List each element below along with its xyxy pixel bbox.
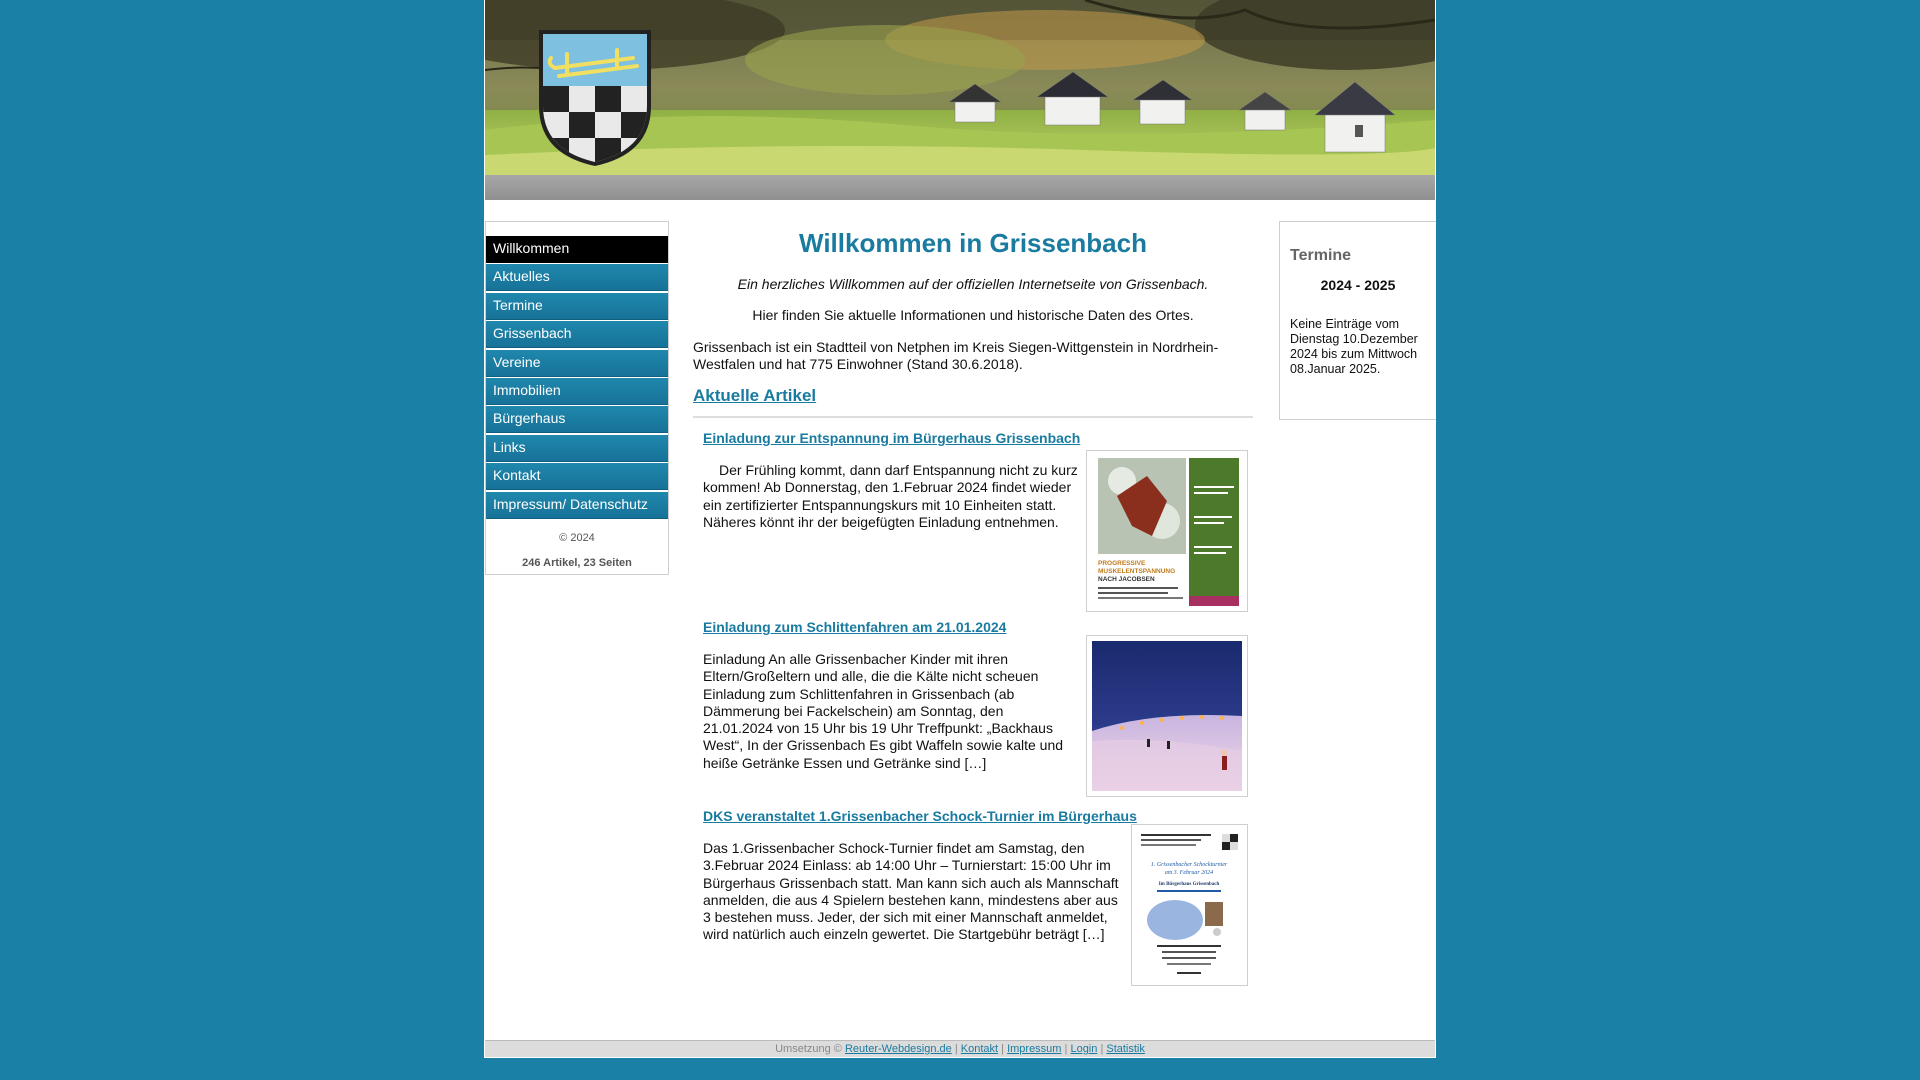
nav-item-vereine[interactable]: Vereine (486, 350, 668, 377)
events-empty-text: Keine Einträge vom Dienstag 10.Dezember 2024 bis zum Mittwoch 08.Januar 2025. (1290, 317, 1418, 376)
header-bottom-band (485, 175, 1435, 200)
flyer-headline-1: PROGRESSIVE (1098, 560, 1146, 567)
nav-item-grissenbach[interactable]: Grissenbach (486, 321, 668, 348)
flyer-relaxation-image (1092, 456, 1242, 606)
footer-link-login[interactable]: Login (1070, 1043, 1098, 1055)
article-title-link[interactable]: Einladung zum Schlittenfahren am 21.01.2024 (703, 619, 1007, 635)
nav-item-aktuelles[interactable]: Aktuelles (486, 264, 668, 291)
footer (485, 1040, 1435, 1057)
article-thumbnail[interactable] (1086, 450, 1248, 612)
welcome-text: Ein herzliches Willkommen auf der offiziellen Internetseite von Grissenbach. (737, 276, 1209, 292)
nav-item-buergerhaus[interactable]: Bürgerhaus (486, 406, 668, 433)
page-container (484, 0, 1436, 1058)
description-text: Grissenbach ist ein Stadtteil von Netphen im Kreis Siegen-Wittgenstein in Nordrhein-Westfalen und hat 775 Einwohner (Stand 30.6.2018). (693, 339, 1219, 372)
article-excerpt: Das 1.Grissenbacher Schock-Turnier findet am Samstag, den 3.Februar 2024 Einlass: ab 14:00 Uhr – Turnierstart: 15:00 Uhr im Bürgerhaus Grissenbach statt. Man kann sich auch als Mannschaft anmelden, die aus 4 Spielern bestehen kann, mindestens aber aus 3 bestehen muss. Jeder, der sich mit einer Mannschaft anmeldet, wird natürlich auch einzeln gewertet. Die Startgebühr beträgt […] (703, 840, 1119, 943)
main-navigation (485, 221, 669, 575)
header-banner (485, 0, 1435, 200)
footer-separator: | (954, 1043, 958, 1055)
article-thumbnail[interactable] (1131, 824, 1248, 986)
events-years: 2024 - 2025 (1320, 277, 1396, 293)
article-list (693, 416, 1253, 1006)
nav-item-immobilien[interactable]: Immobilien (486, 378, 668, 405)
flyer-headline-2: MUSKELENTSPANNUNG (1098, 568, 1176, 575)
footer-link-webdesign[interactable]: Reuter-Webdesign.de (844, 1043, 952, 1055)
footer-link-statistik[interactable]: Statistik (1106, 1043, 1145, 1055)
flyer-subtitle: Im Bürgerhaus Grissenbach (1158, 882, 1220, 887)
sledding-photo (1092, 641, 1242, 791)
footer-link-impressum[interactable]: Impressum (1007, 1043, 1062, 1055)
coat-of-arms-logo (537, 28, 653, 168)
nav-item-kontakt[interactable]: Kontakt (486, 463, 668, 490)
nav-item-impressum[interactable]: Impressum/ Datenschutz (486, 492, 668, 519)
nav-list (486, 236, 668, 520)
flyer-schock-turnier-image (1137, 830, 1242, 980)
article-title-link[interactable]: Einladung zur Entspannung im Bürgerhaus Grissenbach (703, 430, 1081, 446)
footer-separator: | (1064, 1043, 1068, 1055)
footer-separator: | (1001, 1043, 1004, 1055)
footer-credit-prefix: Umsetzung © (775, 1043, 842, 1055)
footer-separator: | (1100, 1043, 1104, 1055)
flyer-title-line-1: 1. Grissenbacher Schockturnier (1150, 862, 1228, 868)
nav-copyright: © 2024 (559, 532, 595, 544)
nav-item-termine[interactable]: Termine (486, 293, 668, 320)
article-item (703, 808, 1248, 1003)
info-text: Hier finden Sie aktuelle Informationen und historische Daten des Ortes. (752, 307, 1194, 323)
events-title: Termine (1290, 247, 1352, 264)
article-excerpt: Einladung An alle Grissenbacher Kinder mit ihren Eltern/Großeltern und alle, die die Kälte nicht scheuen Einladung zum Schlittenfahren in Grissenbach (ab Dämmerung bei Fackelschein) am Sonntag, den 21.01.2024 von 15 Uhr bis 19 Uhr Treffpunkt: „Backhaus West“, In der Grissenbach Es gibt Waffeln sowie kalte und heiße Getränke Essen und Getränke sind […] (703, 651, 1064, 771)
article-thumbnail[interactable] (1086, 635, 1248, 797)
articles-heading-link[interactable]: Aktuelle Artikel (693, 386, 817, 405)
article-title-link[interactable]: DKS veranstaltet 1.Grissenbacher Schock-Turnier im Bürgerhaus (703, 808, 1137, 824)
flyer-headline-3: NACH JACOBSEN (1098, 576, 1155, 583)
page-title: Willkommen in Grissenbach (799, 228, 1147, 258)
article-item (703, 619, 1248, 804)
events-sidebar (1279, 221, 1436, 420)
article-item (703, 430, 1248, 615)
nav-item-willkommen[interactable]: Willkommen (486, 236, 668, 263)
nav-item-links[interactable]: Links (486, 435, 668, 462)
nav-article-stats: 246 Artikel, 23 Seiten (522, 557, 632, 569)
footer-link-kontakt[interactable]: Kontakt (960, 1043, 999, 1055)
flyer-title-line-2: am 3. Februar 2024 (1164, 870, 1214, 876)
article-excerpt: Der Frühling kommt, dann darf Entspannung nicht zu kurz kommen! Ab Donnerstag, den 1.Februar 2024 findet wieder ein zertifizierter Entspannungskurs mit 10 Einheiten statt. Näheres könnt ihr der beigefügten Einladung entnehmen. (703, 462, 1078, 530)
